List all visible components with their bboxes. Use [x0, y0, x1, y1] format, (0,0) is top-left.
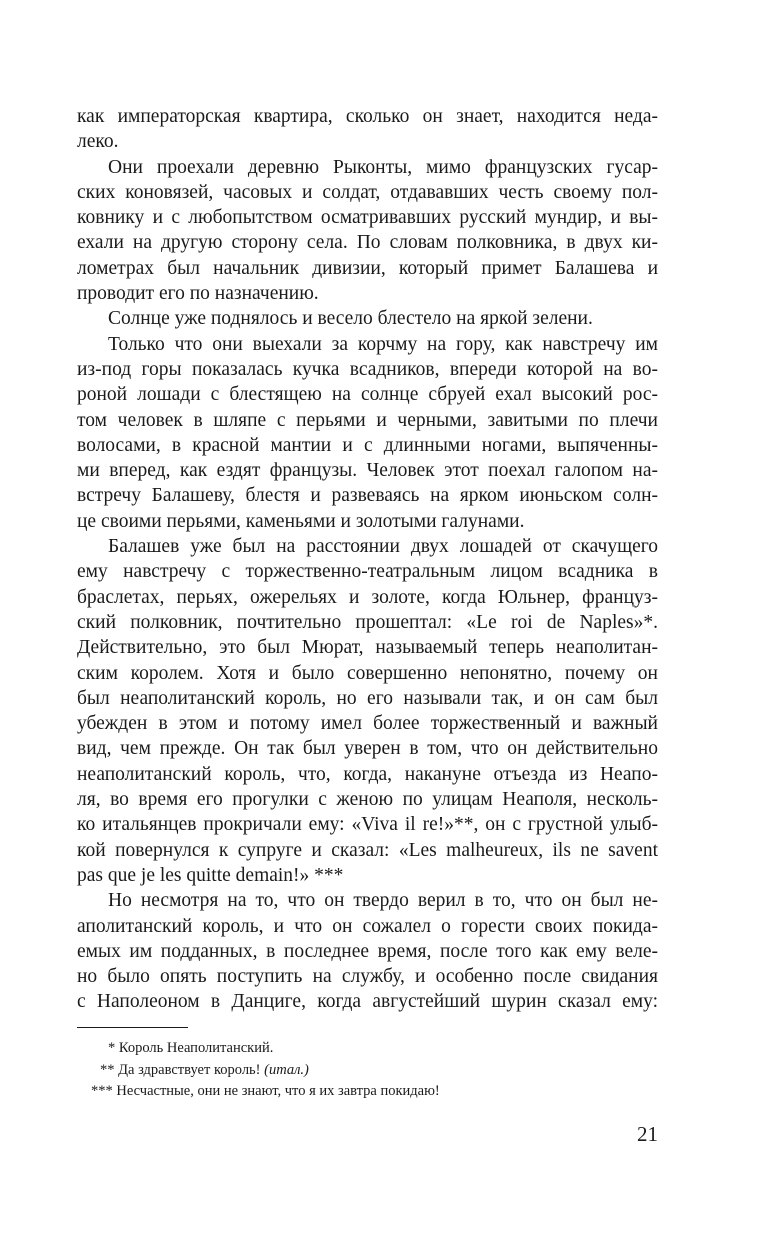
text-line: встречу Балашеву, блестя и развеваясь на ярком июньском солн-: [77, 485, 658, 507]
footnote-mark: **: [100, 1061, 115, 1078]
text-line: ему навстречу с торжественно-театральным лицом всадника в: [77, 561, 658, 583]
footnote: [77, 1060, 658, 1082]
text-line: аполитанский король, и что он сожалел о горести своих покида-: [77, 915, 658, 937]
text-line: волосами, в красной мантии и с длинными ногами, выпяченны-: [77, 434, 658, 456]
text-line: ских коновязей, часовых и солдат, отдававших честь своему пол-: [77, 181, 658, 203]
text-line: неаполитанский король, что, когда, накануне отъезда из Неапо-: [77, 763, 658, 785]
text-line: был неаполитанский король, но его называли так, и он сам был: [77, 687, 658, 709]
footnote-text: Да здравствует король!: [118, 1061, 261, 1078]
text-line: том человек в шляпе с перьями и черными, завитыми по плечи: [77, 409, 658, 431]
text-line: це своими перьями, каменьями и золотыми галунами.: [77, 510, 525, 532]
text-line: но было опять поступить на службу, и особенно после свидания: [77, 966, 658, 988]
text-line: роной лошади с блестящею на солнце сбруей ехал высокий рос-: [77, 384, 658, 406]
text-line: Они проехали деревню Рыконты, мимо французских гусар-: [108, 156, 658, 178]
text-line: ехали на другую сторону села. По словам полковника, в двух ки-: [77, 232, 658, 254]
footnote-language-note: (итал.): [264, 1061, 309, 1078]
text-line: pas que je les quitte demain!» ***: [77, 864, 344, 886]
text-line: убежден в этом и потому имел более торжественный и важный: [77, 713, 658, 735]
text-line: ским королем. Хотя и было совершенно непонятно, почему он: [77, 662, 658, 684]
text-line: как императорская квартира, сколько он знает, находится неда-: [77, 106, 658, 127]
page-number: 21: [637, 1122, 658, 1146]
text-line: леко.: [77, 131, 119, 153]
footnote-text: Король Неаполитанский.: [118, 1040, 274, 1056]
text-line: проводит его по назначению.: [77, 283, 319, 305]
text-line: ко итальянцев прокричали ему: «Viva il re!»**, он с грустной улыб-: [77, 814, 658, 836]
text-line: ми вперед, как ездят французы. Человек этот поехал галопом на-: [77, 460, 658, 482]
text-line: Но несмотря на то, что он твердо верил в то, что он был не-: [108, 890, 658, 912]
text-line: вид, чем прежде. Он так был уверен в том, что он действительно: [77, 738, 658, 760]
text-line: кой повернулся к супруге и сказал: «Les malheureux, ils ne savent: [77, 839, 658, 861]
text-line: Балашев уже был на расстоянии двух лошадей от скачущего: [108, 536, 658, 558]
body-text: [77, 104, 658, 1015]
text-line: ковнику и с любопытством осматривавших русский мундир, и вы-: [77, 207, 658, 229]
footnote-text: Несчастные, они не знают, что я их завтра покидаю!: [116, 1083, 440, 1099]
footnote-mark: *: [108, 1040, 116, 1056]
text-line: Только что они выехали за корчму на гору, как навстречу им: [108, 333, 658, 355]
footnotes: [77, 1038, 658, 1103]
text-line: Действительно, это был Мюрат, называемый теперь неаполитан-: [77, 637, 658, 659]
text-line: с Наполеоном в Данциге, когда августейший шурин сказал ему:: [77, 991, 658, 1013]
footnote: [77, 1081, 658, 1103]
text-line: из-под горы показалась кучка всадников, впереди которой на во-: [77, 358, 658, 380]
text-line: емых им подданных, в последнее время, после того как ему веле-: [77, 940, 658, 962]
text-line: ля, во время его прогулки с женою по улицам Неаполя, несколь-: [77, 789, 658, 811]
text-line: лометрах был начальник дивизии, который примет Балашева и: [77, 257, 658, 279]
footnote-mark: ***: [91, 1083, 113, 1099]
text-line: ский полковник, почтительно прошептал: «Le roi de Naples»*.: [77, 611, 658, 633]
footnote: [77, 1038, 658, 1060]
text-line: Солнце уже поднялось и весело блестело на яркой зелени.: [108, 308, 593, 330]
footnote-divider: [77, 1027, 188, 1028]
text-line: браслетах, перьях, ожерельях и золоте, когда Юльнер, француз-: [77, 586, 658, 608]
